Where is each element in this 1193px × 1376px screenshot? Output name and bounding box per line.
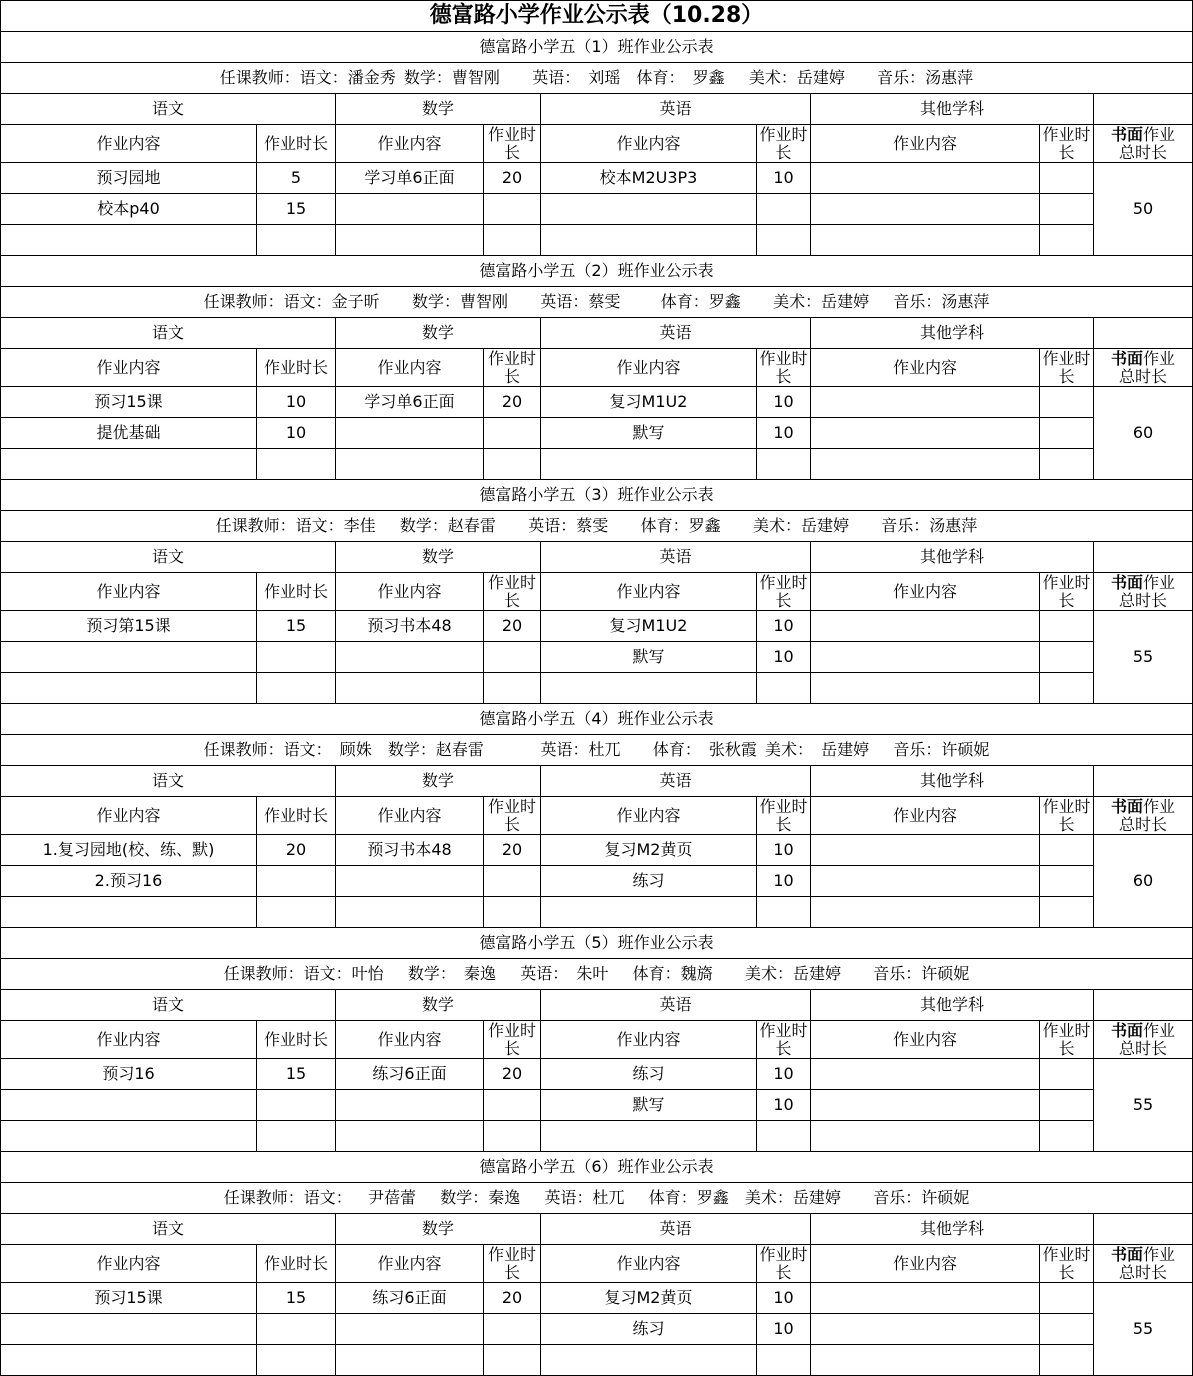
class-4-header-other-task: 作业内容 [811,797,1039,834]
class-3-r3-chinese-task [1,673,256,703]
class-4-header-math-task: 作业内容 [336,797,483,834]
class-2-header-english-task: 作业内容 [541,349,756,386]
class-5-header-math-time: 作业时长 [487,1021,536,1058]
class-1-r2-math-time [484,194,540,224]
class-3-header-other-time-cell [1040,573,1093,610]
class-5-header-other-task: 作业内容 [811,1021,1039,1058]
class-6-header-other-task: 作业内容 [811,1245,1039,1282]
class-1-r1-chinese-time: 5 [257,163,335,193]
class-4-r1-english-task: 复习M2黄页 [541,835,756,865]
class-5-header-english-time-cell [757,1021,810,1058]
class-6-r1-other-time [1040,1283,1093,1313]
class-2-r3-chinese-task [1,449,256,479]
class-5-header-other-time: 作业时长 [1042,1021,1091,1058]
class-2-r2-math-time [484,418,540,448]
class-6-r1-math-time: 20 [484,1283,540,1313]
class-2-header-other-time: 作业时长 [1042,349,1091,386]
class-4-r1-other-task [811,835,1039,865]
class-6-r2-other-task [811,1314,1039,1344]
class-4-subject-other: 其他学科 [811,766,1093,796]
class-3-r1-chinese-time: 15 [257,611,335,641]
class-4-header-english-time-cell [757,797,810,834]
class-3-r1-other-task [811,611,1039,641]
class-6-r2-math-task [336,1314,483,1344]
class-4-header-english-task: 作业内容 [541,797,756,834]
class-2-header-total-rest: 作业总时长 [1118,349,1175,386]
class-2-r3-math-time [484,449,540,479]
class-3-r2-math-task [336,642,483,672]
class-4-r3-math-task [336,897,483,927]
class-2-header-english-time: 作业时长 [759,349,808,386]
class-2-r1-math-time: 20 [484,387,540,417]
class-1-header-total-cell [1094,125,1192,162]
class-5-header-english-task: 作业内容 [541,1021,756,1058]
class-4-title: 德富路小学五（4）班作业公示表 [1,704,1192,734]
class-3-subject-chinese: 语文 [1,542,335,572]
class-3-r2-chinese-task [1,642,256,672]
class-5-r2-other-time [1040,1090,1093,1120]
class-6-header-math-task: 作业内容 [336,1245,483,1282]
class-6-r2-chinese-time [257,1314,335,1344]
class-6-header-chinese-time: 作业时长 [257,1245,335,1282]
class-2-r1-english-task: 复习M1U2 [541,387,756,417]
class-5-r1-other-time [1040,1059,1093,1089]
class-4-r3-math-time [484,897,540,927]
class-2-r2-other-task [811,418,1039,448]
class-1-subject-other: 其他学科 [811,94,1093,124]
class-4-header-other-time-cell [1040,797,1093,834]
class-3-r2-english-task: 默写 [541,642,756,672]
class-4-header-english-time: 作业时长 [759,797,808,834]
class-1-header-english-time-cell [757,125,810,162]
class-4-r3-chinese-time [257,897,335,927]
class-2-subject-other: 其他学科 [811,318,1093,348]
class-2-subject-blank [1094,318,1192,348]
class-2-r1-chinese-time: 10 [257,387,335,417]
class-5-r1-math-task: 练习6正面 [336,1059,483,1089]
class-6-r1-english-task: 复习M2黄页 [541,1283,756,1313]
class-4-r2-math-task [336,866,483,896]
class-5-r2-chinese-time [257,1090,335,1120]
class-3-header-total [1109,574,1178,610]
class-6-r1-chinese-time: 15 [257,1283,335,1313]
class-2-r2-math-task [336,418,483,448]
class-5-r2-english-time: 10 [757,1090,810,1120]
class-1-r2-chinese-time: 15 [257,194,335,224]
class-4-r1-math-time: 20 [484,835,540,865]
class-3-header-math-time-cell [484,573,540,610]
class-2-r3-english-task [541,449,756,479]
class-5-r3-other-task [811,1121,1039,1151]
class-2-header-total-cell [1094,349,1192,386]
class-1-header-math-time: 作业时长 [487,125,536,162]
class-4-header-math-time-cell [484,797,540,834]
class-3-r1-chinese-task: 预习第15课 [1,611,256,641]
class-6-header-total [1109,1246,1178,1282]
class-2-title: 德富路小学五（2）班作业公示表 [1,256,1192,286]
class-4-r2-math-time [484,866,540,896]
class-6-r2-other-time [1040,1314,1093,1344]
class-3-r2-other-time [1040,642,1093,672]
class-6-subject-chinese: 语文 [1,1214,335,1244]
class-5-r3-math-time [484,1121,540,1151]
class-1-r2-math-task [336,194,483,224]
class-3-header-math-time: 作业时长 [487,573,536,610]
class-6-title: 德富路小学五（6）班作业公示表 [1,1152,1192,1182]
class-2-header-total-bold: 书面 [1110,349,1143,368]
class-1-header-english-task: 作业内容 [541,125,756,162]
class-4-total: 60 [1094,835,1192,927]
class-4-r2-other-task [811,866,1039,896]
class-6-header-total-rest: 作业总时长 [1118,1245,1175,1282]
class-5-total: 55 [1094,1059,1192,1151]
class-4-subject-math: 数学 [336,766,540,796]
class-5-teachers: 任课教师：语文：叶怡 数学： 秦逸 英语： 朱叶 体育：魏旖 美术：岳建婷 音乐：许硕妮 [1,959,1192,989]
class-6-r1-english-time: 10 [757,1283,810,1313]
class-6-r2-math-time [484,1314,540,1344]
class-5-r2-chinese-task [1,1090,256,1120]
class-4-r3-other-time [1040,897,1093,927]
class-6-total: 55 [1094,1283,1192,1375]
class-5-r1-other-task [811,1059,1039,1089]
class-3-r3-english-time [757,673,810,703]
class-4-header-total [1109,798,1178,834]
class-5-r1-english-time: 10 [757,1059,810,1089]
class-2-subject-chinese: 语文 [1,318,335,348]
class-3-r3-chinese-time [257,673,335,703]
class-6-r2-english-time: 10 [757,1314,810,1344]
class-1-subject-math: 数学 [336,94,540,124]
class-3-r2-other-task [811,642,1039,672]
class-6-header-math-time-cell [484,1245,540,1282]
class-2-total: 60 [1094,387,1192,479]
class-1-header-english-time: 作业时长 [759,125,808,162]
class-4-r2-chinese-task: 2.预习16 [1,866,256,896]
class-3-r1-english-task: 复习M1U2 [541,611,756,641]
class-6-header-english-task: 作业内容 [541,1245,756,1282]
class-4-r3-english-time [757,897,810,927]
class-4-header-other-time: 作业时长 [1042,797,1091,834]
class-4-r1-math-task: 预习书本48 [336,835,483,865]
class-5-r2-english-task: 默写 [541,1090,756,1120]
class-5-header-math-task: 作业内容 [336,1021,483,1058]
class-2-r1-other-time [1040,387,1093,417]
class-5-r3-chinese-task [1,1121,256,1151]
class-1-r3-english-time [757,225,810,255]
class-5-header-total-rest: 作业总时长 [1118,1021,1175,1058]
class-1-title: 德富路小学五（1）班作业公示表 [1,32,1192,62]
class-3-header-math-task: 作业内容 [336,573,483,610]
class-6-subject-other: 其他学科 [811,1214,1093,1244]
sheet-title: 德富路小学作业公示表（10.28） [1,1,1192,31]
class-5-r3-english-task [541,1121,756,1151]
class-1-r3-chinese-time [257,225,335,255]
class-2-header-math-task: 作业内容 [336,349,483,386]
class-4-r1-english-time: 10 [757,835,810,865]
class-2-r2-other-time [1040,418,1093,448]
class-3-header-other-time: 作业时长 [1042,573,1091,610]
class-2-r2-chinese-task: 提优基础 [1,418,256,448]
class-4-header-math-time: 作业时长 [487,797,536,834]
class-3-r2-english-time: 10 [757,642,810,672]
class-3-subject-other: 其他学科 [811,542,1093,572]
class-3-r3-english-task [541,673,756,703]
class-2-r1-other-task [811,387,1039,417]
class-1-header-other-task: 作业内容 [811,125,1039,162]
class-2-header-english-time-cell [757,349,810,386]
class-3-header-other-task: 作业内容 [811,573,1039,610]
class-1-header-math-time-cell [484,125,540,162]
class-4-r2-chinese-time [257,866,335,896]
class-3-r2-chinese-time [257,642,335,672]
class-1-r3-other-task [811,225,1039,255]
class-5-r3-other-time [1040,1121,1093,1151]
class-5-r3-math-task [336,1121,483,1151]
class-6-r2-chinese-task [1,1314,256,1344]
class-1-subject-blank [1094,94,1192,124]
class-1-header-other-time-cell [1040,125,1093,162]
class-3-teachers: 任课教师：语文：李佳 数学：赵春雷 英语：蔡雯 体育：罗鑫 美术：岳建婷 音乐：汤惠萍 [1,511,1192,541]
class-5-subject-blank [1094,990,1192,1020]
class-6-subject-math: 数学 [336,1214,540,1244]
class-3-r1-other-time [1040,611,1093,641]
class-6-teachers: 任课教师：语文： 尹蓓蕾 数学：秦逸 英语：杜兀 体育：罗鑫 美术：岳建婷 音乐：许硕妮 [1,1183,1192,1213]
class-3-header-total-bold: 书面 [1110,573,1143,592]
class-1-r3-math-task [336,225,483,255]
class-5-header-chinese-task: 作业内容 [1,1021,256,1058]
class-4-subject-english: 英语 [541,766,810,796]
class-1-r3-english-task [541,225,756,255]
class-5-r1-chinese-time: 15 [257,1059,335,1089]
class-6-r3-other-task [811,1345,1039,1375]
class-3-r1-english-time: 10 [757,611,810,641]
class-5-r1-math-time: 20 [484,1059,540,1089]
class-5-r1-english-task: 练习 [541,1059,756,1089]
class-1-header-chinese-time: 作业时长 [257,125,335,162]
class-1-header-total [1109,126,1178,162]
class-5-r1-chinese-task: 预习16 [1,1059,256,1089]
class-1-r3-other-time [1040,225,1093,255]
class-4-header-chinese-time: 作业时长 [257,797,335,834]
class-6-header-total-bold: 书面 [1110,1245,1143,1264]
class-5-header-chinese-time: 作业时长 [257,1021,335,1058]
class-6-header-english-time-cell [757,1245,810,1282]
class-6-header-total-cell [1094,1245,1192,1282]
class-5-subject-english: 英语 [541,990,810,1020]
class-4-r1-chinese-task: 1.复习园地(校、练、默) [1,835,256,865]
class-6-r1-math-task: 练习6正面 [336,1283,483,1313]
class-5-header-total [1109,1022,1178,1058]
class-4-r1-other-time [1040,835,1093,865]
class-2-r3-english-time [757,449,810,479]
class-1-r2-other-time [1040,194,1093,224]
class-6-header-english-time: 作业时长 [759,1245,808,1282]
class-2-r1-chinese-task: 预习15课 [1,387,256,417]
class-3-header-english-time-cell [757,573,810,610]
class-3-subject-blank [1094,542,1192,572]
class-4-header-total-cell [1094,797,1192,834]
class-3-header-english-task: 作业内容 [541,573,756,610]
class-3-r3-other-task [811,673,1039,703]
class-1-header-other-time: 作业时长 [1042,125,1091,162]
class-2-r3-chinese-time [257,449,335,479]
class-1-r3-chinese-task [1,225,256,255]
class-5-title: 德富路小学五（5）班作业公示表 [1,928,1192,958]
class-5-r2-math-task [336,1090,483,1120]
class-1-r2-other-task [811,194,1039,224]
class-1-r1-english-time: 10 [757,163,810,193]
class-2-r3-other-task [811,449,1039,479]
class-6-r2-english-task: 练习 [541,1314,756,1344]
class-5-header-total-bold: 书面 [1110,1021,1143,1040]
class-4-header-total-bold: 书面 [1110,797,1143,816]
class-6-subject-blank [1094,1214,1192,1244]
class-1-r1-other-time [1040,163,1093,193]
class-2-subject-math: 数学 [336,318,540,348]
class-3-subject-english: 英语 [541,542,810,572]
class-6-header-chinese-task: 作业内容 [1,1245,256,1282]
class-4-r2-english-time: 10 [757,866,810,896]
class-3-header-total-rest: 作业总时长 [1118,573,1175,610]
class-1-r2-english-task [541,194,756,224]
class-6-r1-chinese-task: 预习15课 [1,1283,256,1313]
class-6-r3-other-time [1040,1345,1093,1375]
class-4-r2-english-task: 练习 [541,866,756,896]
class-4-r3-chinese-task [1,897,256,927]
class-2-r1-english-time: 10 [757,387,810,417]
class-4-header-chinese-task: 作业内容 [1,797,256,834]
class-3-r3-math-time [484,673,540,703]
class-3-title: 德富路小学五（3）班作业公示表 [1,480,1192,510]
class-4-subject-blank [1094,766,1192,796]
class-3-r3-other-time [1040,673,1093,703]
class-2-r3-math-task [336,449,483,479]
class-3-header-total-cell [1094,573,1192,610]
class-6-r3-english-task [541,1345,756,1375]
class-5-r2-math-time [484,1090,540,1120]
class-2-header-chinese-task: 作业内容 [1,349,256,386]
class-3-r1-math-time: 20 [484,611,540,641]
class-4-header-total-rest: 作业总时长 [1118,797,1175,834]
class-2-r2-chinese-time: 10 [257,418,335,448]
class-3-header-chinese-time: 作业时长 [257,573,335,610]
class-2-header-total [1109,350,1178,386]
class-1-subject-chinese: 语文 [1,94,335,124]
class-4-teachers: 任课教师：语文： 顾姝 数学：赵春雷 英语：杜兀 体育： 张秋霞 美术： 岳建婷 音乐：许硕妮 [1,735,1192,765]
class-2-header-math-time-cell [484,349,540,386]
class-1-teachers: 任课教师：语文：潘金秀 数学：曹智刚 英语： 刘瑶 体育： 罗鑫 美术：岳建婷 音乐：汤惠萍 [1,63,1192,93]
class-1-r1-math-time: 20 [484,163,540,193]
class-6-subject-english: 英语 [541,1214,810,1244]
class-4-r1-chinese-time: 20 [257,835,335,865]
class-1-total: 50 [1094,163,1192,255]
class-6-r3-math-task [336,1345,483,1375]
class-5-r3-english-time [757,1121,810,1151]
class-1-r2-english-time [757,194,810,224]
class-1-subject-english: 英语 [541,94,810,124]
class-6-header-other-time-cell [1040,1245,1093,1282]
class-3-r2-math-time [484,642,540,672]
class-1-r3-math-time [484,225,540,255]
class-2-r1-math-task: 学习单6正面 [336,387,483,417]
class-5-header-total-cell [1094,1021,1192,1058]
class-1-header-chinese-task: 作业内容 [1,125,256,162]
class-1-r1-math-task: 学习单6正面 [336,163,483,193]
class-1-header-total-bold: 书面 [1110,125,1143,144]
class-4-r3-other-task [811,897,1039,927]
class-6-r3-chinese-time [257,1345,335,1375]
class-6-r3-chinese-task [1,1345,256,1375]
class-4-r3-english-task [541,897,756,927]
class-3-header-chinese-task: 作业内容 [1,573,256,610]
class-5-r3-chinese-time [257,1121,335,1151]
class-3-subject-math: 数学 [336,542,540,572]
class-5-r2-other-task [811,1090,1039,1120]
class-3-total: 55 [1094,611,1192,703]
class-2-r3-other-time [1040,449,1093,479]
class-1-header-total-rest: 作业总时长 [1118,125,1175,162]
class-4-r2-other-time [1040,866,1093,896]
class-5-subject-other: 其他学科 [811,990,1093,1020]
class-2-header-other-task: 作业内容 [811,349,1039,386]
class-6-header-math-time: 作业时长 [487,1245,536,1282]
class-6-r1-other-task [811,1283,1039,1313]
class-1-r1-other-task [811,163,1039,193]
class-6-r3-math-time [484,1345,540,1375]
class-2-header-math-time: 作业时长 [487,349,536,386]
class-2-r2-english-time: 10 [757,418,810,448]
class-5-subject-chinese: 语文 [1,990,335,1020]
class-6-r3-english-time [757,1345,810,1375]
class-4-subject-chinese: 语文 [1,766,335,796]
class-3-r1-math-task: 预习书本48 [336,611,483,641]
class-2-r2-english-task: 默写 [541,418,756,448]
class-1-r2-chinese-task: 校本p40 [1,194,256,224]
class-5-subject-math: 数学 [336,990,540,1020]
class-3-header-english-time: 作业时长 [759,573,808,610]
class-5-header-other-time-cell [1040,1021,1093,1058]
class-5-header-english-time: 作业时长 [759,1021,808,1058]
class-2-subject-english: 英语 [541,318,810,348]
class-2-teachers: 任课教师：语文：金子昕 数学：曹智刚 英语：蔡雯 体育：罗鑫 美术：岳建婷 音乐：汤惠萍 [1,287,1192,317]
class-1-r1-chinese-task: 预习园地 [1,163,256,193]
class-6-header-other-time: 作业时长 [1042,1245,1091,1282]
class-3-r3-math-task [336,673,483,703]
class-2-header-chinese-time: 作业时长 [257,349,335,386]
class-5-header-math-time-cell [484,1021,540,1058]
class-1-r1-english-task: 校本M2U3P3 [541,163,756,193]
class-1-header-math-task: 作业内容 [336,125,483,162]
class-2-header-other-time-cell [1040,349,1093,386]
